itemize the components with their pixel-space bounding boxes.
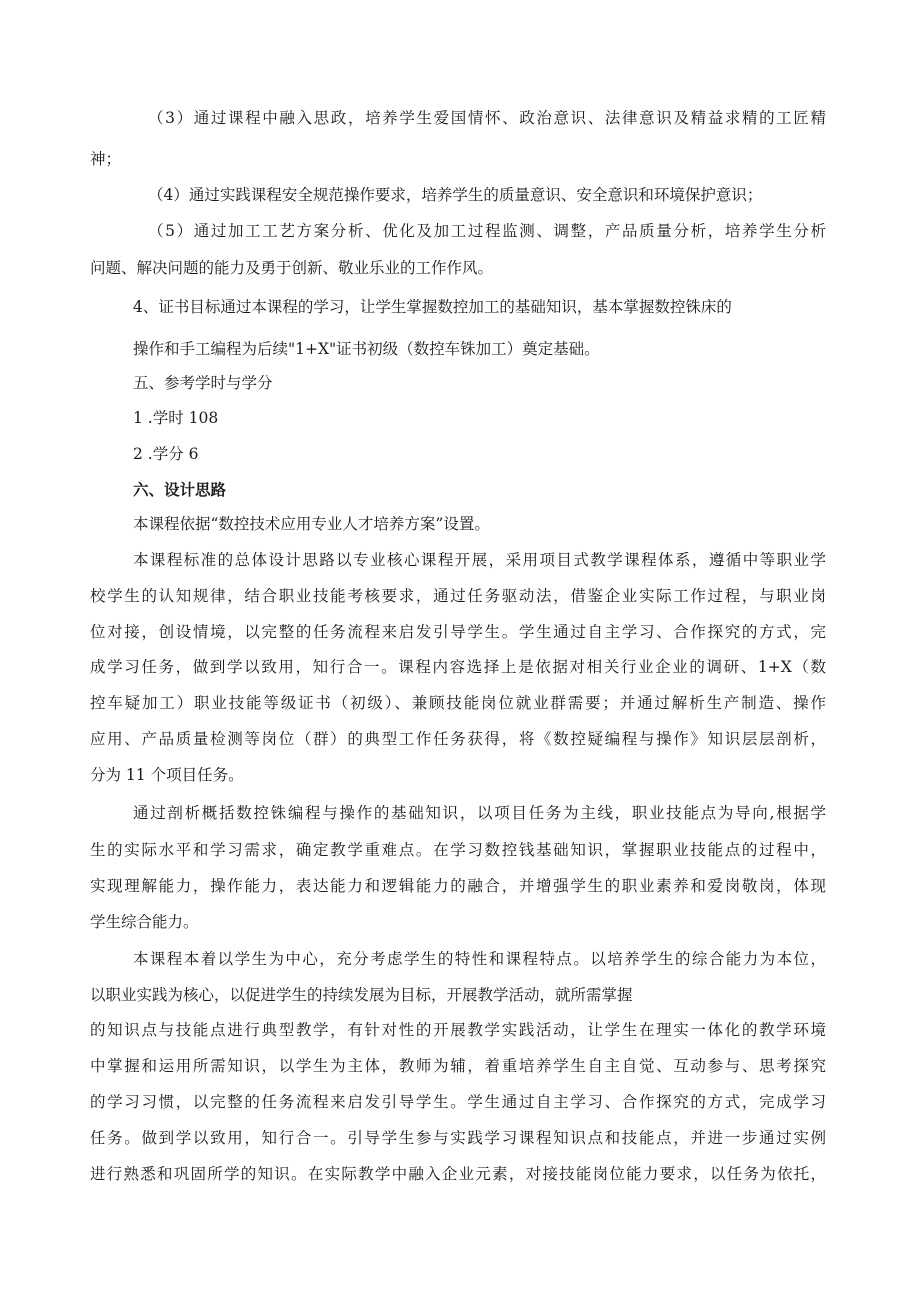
paragraph-line: 任务。做到学以致用，知行合一。引导学生参与实践学习课程知识点和技能点，并进一步通过实例 — [90, 1129, 826, 1147]
paragraph-line: 本课程本着以学生为中心，充分考虑学生的特性和课程特点。以培养学生的综合能力为本位， — [133, 950, 826, 968]
list-item: 1 .学时 108 — [133, 409, 219, 427]
paragraph-line: 4、证书目标通过本课程的学习，让学生掌握数控加工的基础知识，基本掌握数控铢床的 — [133, 298, 732, 316]
paragraph-line: （3）通过课程中融入思政，培养学生爱国情怀、政治意识、法律意识及精益求精的工匠精 — [148, 109, 826, 127]
paragraph-line: 神； — [90, 150, 122, 168]
paragraph-line: 中掌握和运用所需知识，以学生为主体，教师为辅，着重培养学生自主自觉、互动参与、思考探究 — [90, 1057, 826, 1075]
paragraph-line: 生的实际水平和学习需求，确定教学重难点。在学习数控钱基础知识，掌握职业技能点的过程中， — [90, 841, 826, 859]
paragraph-line: 进行熟悉和巩固所学的知识。在实际教学中融入企业元素，对接技能岗位能力要求，以任务为依托， — [90, 1165, 826, 1183]
paragraph-line: 操作和手工编程为后续"1+X"证书初级（数控车铢加工）奠定基础。 — [133, 340, 600, 358]
paragraph-line: 应用、产品质量检测等岗位（群）的典型工作任务获得，将《数控疑编程与操作》知识层层剖析， — [90, 730, 826, 748]
paragraph-line: 分为 11 个项目任务。 — [90, 766, 244, 784]
paragraph-line: 的学习习惯，以完整的任务流程来启发引导学生。学生通过自主学习、合作探究的方式，完成学习 — [90, 1093, 826, 1111]
section-heading: 六、设计思路 — [133, 480, 227, 499]
paragraph-line: 以职业实践为核心，以促进学生的持续发展为目标，开展教学活动，就所需掌握 — [90, 986, 633, 1004]
paragraph-line: 实现理解能力，操作能力，表达能力和逻辑能力的融合，并增强学生的职业素养和爱岗敬岗，体现 — [90, 877, 826, 895]
paragraph-line: 本课程依据“数控技术应用专业人才培养方案”设置。 — [133, 515, 490, 533]
paragraph-line: 的知识点与技能点进行典型教学，有针对性的开展教学实践活动，让学生在理实一体化的教学环境 — [90, 1021, 826, 1039]
paragraph-line: 问题、解决问题的能力及勇于创新、敬业乐业的工作作风。 — [90, 259, 494, 277]
paragraph-line: 校学生的认知规律，结合职业技能考核要求，通过任务驱动法，借鉴企业实际工作过程，与职业岗 — [90, 587, 826, 605]
paragraph-line: （4）通过实践课程安全规范操作要求，培养学生的质量意识、安全意识和环境保护意识； — [148, 186, 763, 204]
section-heading: 五、参考学时与学分 — [133, 374, 273, 392]
paragraph-line: 本课程标准的总体设计思路以专业核心课程开展，采用项目式教学课程体系，遵循中等职业学 — [133, 551, 826, 569]
paragraph-line: 通过剖析概括数控铢编程与操作的基础知识，以项目任务为主线，职业技能点为导向,根据学 — [133, 804, 826, 822]
paragraph-line: 控车疑加工）职业技能等级证书（初级）、兼顾技能岗位就业群需要；并通过解析生产制造、操作 — [90, 694, 826, 712]
paragraph-line: 成学习任务，做到学以致用，知行合一。课程内容选择上是依据对相关行业企业的调研、1+X（数 — [90, 658, 826, 676]
list-item: 2 .学分 6 — [133, 445, 199, 463]
paragraph-line: （5）通过加工工艺方案分析、优化及加工过程监测、调整，产品质量分析，培养学生分析 — [148, 222, 826, 240]
paragraph-line: 位对接，创设情境，以完整的任务流程来启发引导学生。学生通过自主学习、合作探究的方式，完 — [90, 623, 826, 641]
paragraph-line: 学生综合能力。 — [90, 913, 199, 931]
